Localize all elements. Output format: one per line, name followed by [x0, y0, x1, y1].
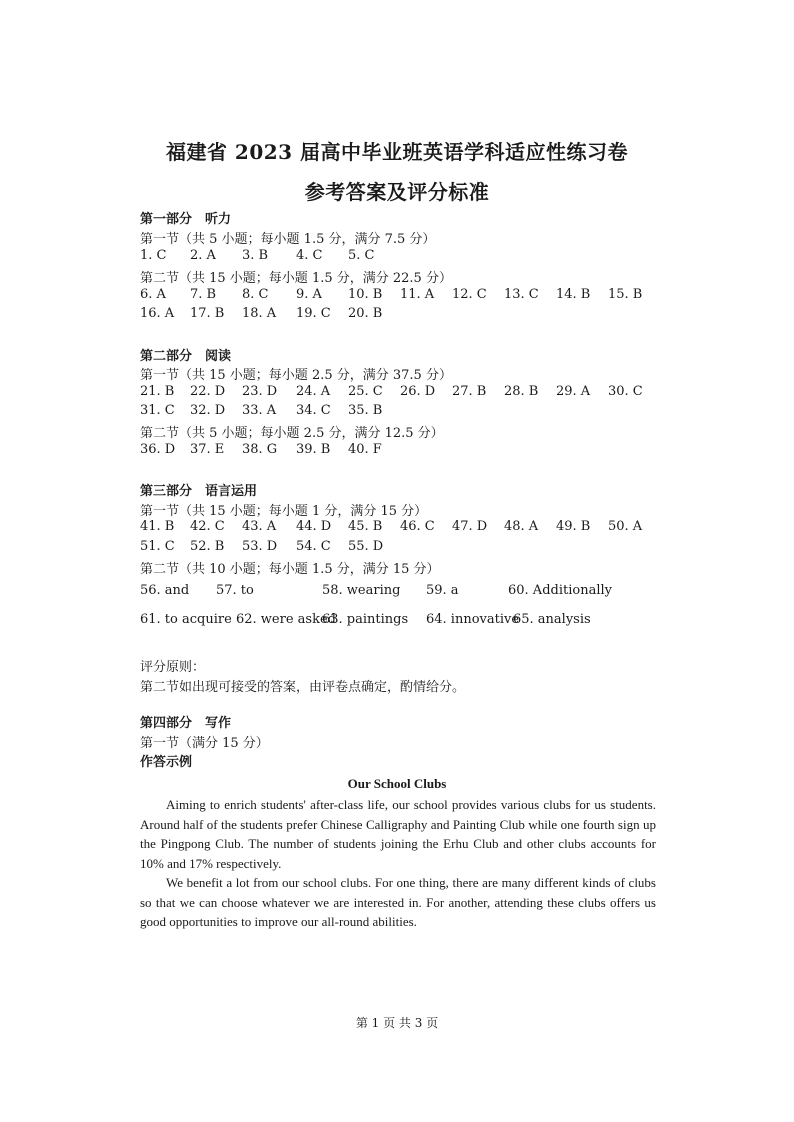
answer-item: 9. A	[296, 287, 322, 302]
answer-item: 2. A	[190, 248, 216, 263]
part3-heading: 第三部分 语言运用	[140, 484, 258, 499]
answer-item: 48. A	[504, 519, 539, 534]
essay-paragraph: Aiming to enrich students' after-class life, our school provides various clubs for us students. Around half of the students prefer Chinese Calligraphy and Painting Club while one fourth sign up the Pingpong Club. The number of students joining the Erhu Club and other clubs accounts for 10% and 17% respectively.	[140, 797, 656, 871]
answer-item: 17. B	[190, 306, 225, 321]
part2-heading: 第二部分 阅读	[140, 349, 232, 364]
answer-item: 44. D	[296, 519, 332, 534]
answer-item: 3. B	[242, 248, 269, 263]
scoring-heading: 评分原则：	[140, 660, 206, 675]
answer-item: 51. C	[140, 539, 175, 554]
answer-item: 31. C	[140, 403, 175, 418]
answer-item: 54. C	[296, 539, 331, 554]
answer-item: 24. A	[296, 384, 331, 399]
answer-item: 28. B	[504, 384, 539, 399]
part2-section1-label: 第一节（共 15 小题；每小题 2.5 分，满分 37.5 分）	[140, 368, 452, 383]
answer-item: 14. B	[556, 287, 591, 302]
answer-item: 30. C	[608, 384, 643, 399]
answer-item: 29. A	[556, 384, 591, 399]
answer-item: 25. C	[348, 384, 383, 399]
answer-item: 45. B	[348, 519, 383, 534]
page-number: 第 1 页 共 3 页	[355, 1016, 439, 1030]
answer-item: 20. B	[348, 306, 383, 321]
part1-heading: 第一部分 听力	[140, 212, 232, 227]
answer-item: 55. D	[348, 539, 384, 554]
answer-item: 39. B	[296, 442, 331, 457]
essay-body	[140, 795, 656, 932]
blank-answer: 58. wearing	[322, 583, 401, 598]
answer-item: 18. A	[242, 306, 277, 321]
part4-heading: 第四部分 写作	[140, 716, 232, 731]
answer-item: 19. C	[296, 306, 331, 321]
answer-item: 37. E	[190, 442, 225, 457]
answer-item: 49. B	[556, 519, 591, 534]
answer-item: 42. C	[190, 519, 225, 534]
answer-item: 38. G	[242, 442, 278, 457]
document-title: 福建省 2023 届高中毕业班英语学科适应性练习卷	[165, 140, 629, 164]
answer-item: 16. A	[140, 306, 175, 321]
blank-answer: 65. analysis	[513, 612, 591, 627]
blank-answer: 61. to acquire	[140, 612, 232, 627]
answer-item: 53. D	[242, 539, 278, 554]
answer-item: 8. C	[242, 287, 269, 302]
answer-item: 4. C	[296, 248, 323, 263]
answer-item: 21. B	[140, 384, 175, 399]
blank-answer: 57. to	[216, 583, 254, 598]
answer-item: 47. D	[452, 519, 488, 534]
blank-answer: 56. and	[140, 583, 190, 598]
part1-section1-label: 第一节（共 5 小题；每小题 1.5 分，满分 7.5 分）	[140, 232, 436, 247]
answer-item: 12. C	[452, 287, 487, 302]
answer-item: 15. B	[608, 287, 643, 302]
answer-item: 52. B	[190, 539, 225, 554]
answer-item: 33. A	[242, 403, 277, 418]
answer-item: 22. D	[190, 384, 226, 399]
answer-item: 5. C	[348, 248, 375, 263]
answer-item: 6. A	[140, 287, 166, 302]
document-subtitle: 参考答案及评分标准	[304, 180, 490, 204]
essay-paragraph: We benefit a lot from our school clubs. For one thing, there are many different kinds of clubs so that we can choose whatever we are interested in. For another, attending these clubs offers us good opportunities to improve our all-round abilities.	[140, 875, 656, 929]
blank-answer: 62. were asked	[236, 612, 336, 627]
answer-item: 32. D	[190, 403, 226, 418]
answer-item: 26. D	[400, 384, 436, 399]
answer-item: 10. B	[348, 287, 383, 302]
scoring-text: 第二节如出现可接受的答案，由评卷点确定，酌情给分。	[140, 680, 466, 695]
answer-item: 40. F	[348, 442, 382, 457]
blank-answer: 63. paintings	[322, 612, 409, 627]
answer-item: 35. B	[348, 403, 383, 418]
part3-section1-label: 第一节（共 15 小题；每小题 1 分，满分 15 分）	[140, 504, 428, 519]
answer-item: 23. D	[242, 384, 278, 399]
blank-answer: 59. a	[426, 583, 459, 598]
essay-title: Our School Clubs	[347, 776, 447, 791]
answer-item: 1. C	[140, 248, 167, 263]
part3-section2-label: 第二节（共 10 小题；每小题 1.5 分，满分 15 分）	[140, 562, 440, 577]
answer-item: 50. A	[608, 519, 643, 534]
answer-item: 27. B	[452, 384, 487, 399]
answer-item: 11. A	[400, 287, 435, 302]
sample-label: 作答示例	[140, 755, 193, 770]
answer-item: 36. D	[140, 442, 176, 457]
part1-section2-label: 第二节（共 15 小题；每小题 1.5 分，满分 22.5 分）	[140, 271, 452, 286]
blank-answer: 64. innovative	[426, 612, 520, 627]
answer-item: 46. C	[400, 519, 435, 534]
answer-item: 43. A	[242, 519, 277, 534]
part2-section2-label: 第二节（共 5 小题；每小题 2.5 分，满分 12.5 分）	[140, 426, 444, 441]
answer-item: 34. C	[296, 403, 331, 418]
answer-item: 7. B	[190, 287, 217, 302]
part4-section1-label: 第一节（满分 15 分）	[140, 736, 269, 751]
blank-answer: 60. Additionally	[508, 583, 612, 598]
answer-item: 13. C	[504, 287, 539, 302]
answer-item: 41. B	[140, 519, 175, 534]
